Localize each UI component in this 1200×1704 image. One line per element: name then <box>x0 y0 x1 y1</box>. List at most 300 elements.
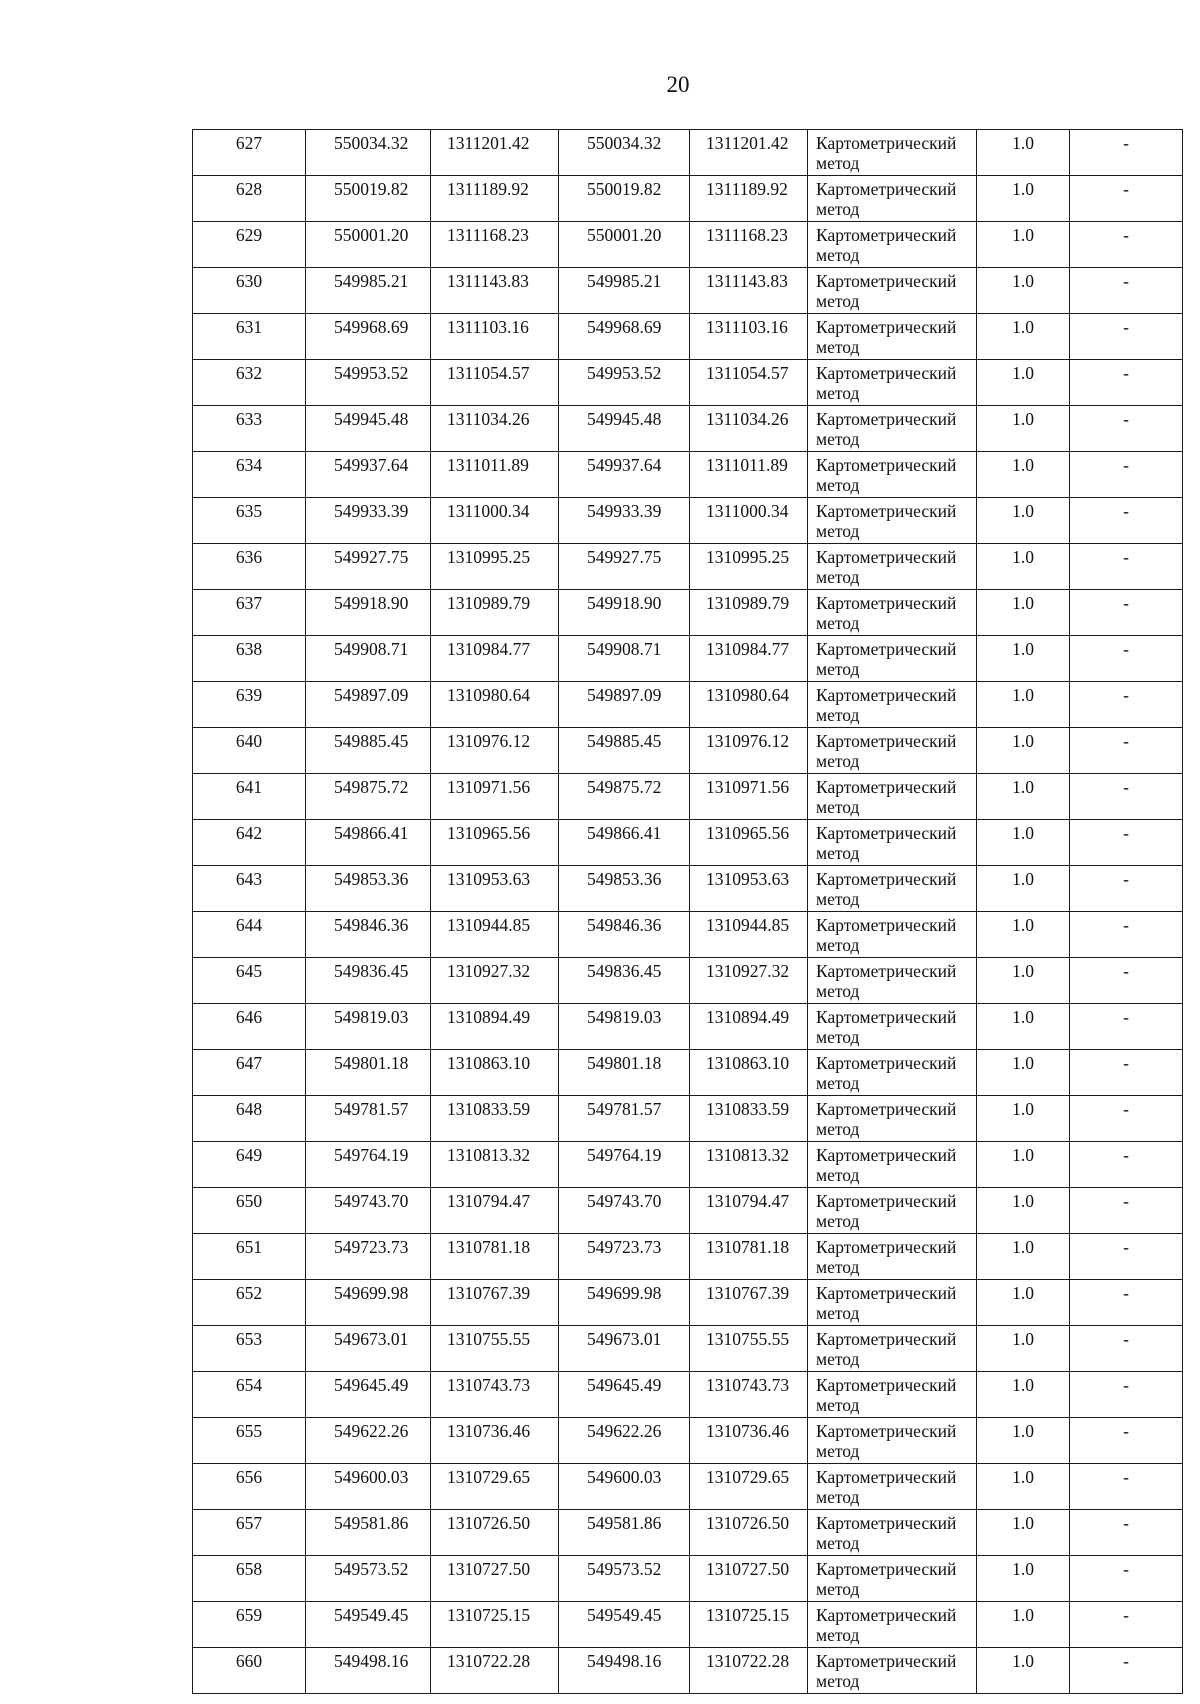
x-refined-text: 549549.45 <box>587 1605 662 1625</box>
y-refined-text: 1310980.64 <box>706 685 790 705</box>
y-refined-text: 1311143.83 <box>706 271 788 291</box>
y-existing-text: 1311201.42 <box>447 133 530 153</box>
accuracy-cell <box>977 1510 1070 1556</box>
note-text: - <box>1123 1007 1129 1027</box>
accuracy-text: 1.0 <box>1012 915 1034 935</box>
accuracy-text: 1.0 <box>1012 409 1034 429</box>
x-refined-text: 549699.98 <box>587 1283 662 1303</box>
method-cell <box>808 820 977 866</box>
x-refined-cell <box>559 636 690 682</box>
accuracy-cell <box>977 1326 1070 1372</box>
y-refined-text: 1310995.25 <box>706 547 790 567</box>
x-existing-text: 549600.03 <box>334 1467 409 1487</box>
note-text: - <box>1123 1283 1129 1303</box>
y-refined-text: 1310813.32 <box>706 1145 790 1165</box>
point-number-text: 637 <box>235 593 263 613</box>
point-number-text: 633 <box>235 409 263 429</box>
accuracy-cell <box>977 1648 1070 1694</box>
point-number-cell <box>193 314 306 360</box>
point-number-cell <box>193 130 306 176</box>
method-text: Картометрический метод <box>816 915 957 955</box>
point-number-cell <box>193 360 306 406</box>
method-cell <box>808 1556 977 1602</box>
method-text: Картометрический метод <box>816 777 957 817</box>
y-existing-text: 1310767.39 <box>447 1283 531 1303</box>
x-refined-cell <box>559 1142 690 1188</box>
note-text: - <box>1123 593 1129 613</box>
y-existing-text: 1311143.83 <box>447 271 529 291</box>
accuracy-cell <box>977 268 1070 314</box>
y-existing-text: 1310833.59 <box>447 1099 531 1119</box>
x-refined-cell <box>559 912 690 958</box>
y-existing-text: 1311054.57 <box>447 363 530 383</box>
note-text: - <box>1123 179 1129 199</box>
note-cell <box>1070 1050 1183 1096</box>
point-number-text: 638 <box>235 639 263 659</box>
x-existing-cell <box>306 1096 431 1142</box>
x-refined-cell <box>559 1556 690 1602</box>
x-existing-text: 549853.36 <box>334 869 409 889</box>
accuracy-cell <box>977 1418 1070 1464</box>
x-existing-text: 549573.52 <box>334 1559 409 1579</box>
point-number-cell <box>193 1326 306 1372</box>
y-existing-text: 1310726.50 <box>447 1513 531 1533</box>
method-cell <box>808 590 977 636</box>
accuracy-text: 1.0 <box>1012 501 1034 521</box>
note-cell <box>1070 1464 1183 1510</box>
point-number-text: 660 <box>235 1651 263 1671</box>
note-text: - <box>1123 685 1129 705</box>
y-refined-text: 1310965.56 <box>706 823 790 843</box>
method-cell <box>808 682 977 728</box>
point-number-cell <box>193 1050 306 1096</box>
accuracy-cell <box>977 222 1070 268</box>
x-refined-cell <box>559 1418 690 1464</box>
y-refined-cell <box>690 1280 808 1326</box>
y-refined-cell <box>690 1510 808 1556</box>
table-row <box>193 912 1183 958</box>
x-refined-cell <box>559 1464 690 1510</box>
accuracy-text: 1.0 <box>1012 1559 1034 1579</box>
note-text: - <box>1123 501 1129 521</box>
method-text: Картометрический метод <box>816 823 957 863</box>
y-existing-cell <box>431 1280 559 1326</box>
y-refined-cell <box>690 1142 808 1188</box>
accuracy-cell <box>977 1602 1070 1648</box>
accuracy-text: 1.0 <box>1012 1651 1034 1671</box>
x-refined-text: 549573.52 <box>587 1559 662 1579</box>
x-existing-cell <box>306 1556 431 1602</box>
y-existing-cell <box>431 728 559 774</box>
x-refined-text: 549600.03 <box>587 1467 662 1487</box>
note-text: - <box>1123 225 1129 245</box>
y-refined-text: 1310927.32 <box>706 961 790 981</box>
x-existing-cell <box>306 544 431 590</box>
note-cell <box>1070 820 1183 866</box>
x-refined-text: 549927.75 <box>587 547 662 567</box>
y-refined-cell <box>690 774 808 820</box>
y-refined-cell <box>690 222 808 268</box>
point-number-text: 652 <box>235 1283 263 1303</box>
y-refined-cell <box>690 1602 808 1648</box>
y-existing-cell <box>431 1556 559 1602</box>
y-existing-text: 1310989.79 <box>447 593 531 613</box>
note-text: - <box>1123 133 1129 153</box>
x-refined-text: 549781.57 <box>587 1099 662 1119</box>
accuracy-cell <box>977 406 1070 452</box>
x-refined-cell <box>559 774 690 820</box>
x-refined-text: 550034.32 <box>587 133 662 153</box>
accuracy-text: 1.0 <box>1012 179 1034 199</box>
point-number-text: 642 <box>235 823 263 843</box>
x-existing-text: 549875.72 <box>334 777 409 797</box>
point-number-text: 635 <box>235 501 263 521</box>
x-refined-cell <box>559 1510 690 1556</box>
y-refined-text: 1310726.50 <box>706 1513 790 1533</box>
accuracy-cell <box>977 590 1070 636</box>
note-text: - <box>1123 1467 1129 1487</box>
note-text: - <box>1123 915 1129 935</box>
point-number-cell <box>193 1188 306 1234</box>
table-row <box>193 958 1183 1004</box>
y-refined-text: 1310894.49 <box>706 1007 790 1027</box>
table-row <box>193 1418 1183 1464</box>
x-existing-cell <box>306 360 431 406</box>
note-text: - <box>1123 1053 1129 1073</box>
method-cell <box>808 498 977 544</box>
point-number-cell <box>193 728 306 774</box>
note-cell <box>1070 1648 1183 1694</box>
x-refined-text: 549875.72 <box>587 777 662 797</box>
point-number-text: 650 <box>235 1191 263 1211</box>
accuracy-text: 1.0 <box>1012 731 1034 751</box>
y-existing-text: 1310980.64 <box>447 685 531 705</box>
y-existing-text: 1310984.77 <box>447 639 531 659</box>
y-refined-text: 1310989.79 <box>706 593 790 613</box>
method-cell <box>808 176 977 222</box>
point-number-text: 631 <box>235 317 263 337</box>
point-number-text: 640 <box>235 731 263 751</box>
y-existing-cell <box>431 406 559 452</box>
note-cell <box>1070 774 1183 820</box>
y-refined-text: 1310953.63 <box>706 869 790 889</box>
y-refined-cell <box>690 130 808 176</box>
x-existing-cell <box>306 452 431 498</box>
x-refined-cell <box>559 958 690 1004</box>
coordinates-table <box>192 129 1183 1694</box>
y-refined-text: 1310794.47 <box>706 1191 790 1211</box>
point-number-cell <box>193 498 306 544</box>
note-text: - <box>1123 271 1129 291</box>
method-text: Картометрический метод <box>816 317 957 357</box>
x-refined-cell <box>559 1280 690 1326</box>
x-refined-text: 549581.86 <box>587 1513 662 1533</box>
x-existing-text: 550019.82 <box>334 179 409 199</box>
y-existing-cell <box>431 1372 559 1418</box>
x-existing-cell <box>306 406 431 452</box>
note-cell <box>1070 1280 1183 1326</box>
accuracy-text: 1.0 <box>1012 1605 1034 1625</box>
point-number-text: 658 <box>235 1559 263 1579</box>
method-text: Картометрический метод <box>816 1099 957 1139</box>
x-refined-cell <box>559 590 690 636</box>
x-refined-cell <box>559 1234 690 1280</box>
accuracy-text: 1.0 <box>1012 1053 1034 1073</box>
note-cell <box>1070 1004 1183 1050</box>
x-refined-cell <box>559 1648 690 1694</box>
accuracy-cell <box>977 866 1070 912</box>
accuracy-text: 1.0 <box>1012 777 1034 797</box>
x-refined-cell <box>559 1096 690 1142</box>
accuracy-cell <box>977 544 1070 590</box>
table-row <box>193 1234 1183 1280</box>
y-existing-text: 1310863.10 <box>447 1053 531 1073</box>
y-refined-text: 1311201.42 <box>706 133 789 153</box>
method-cell <box>808 1142 977 1188</box>
point-number-cell <box>193 1418 306 1464</box>
y-existing-text: 1310727.50 <box>447 1559 531 1579</box>
y-refined-cell <box>690 1004 808 1050</box>
x-refined-cell <box>559 682 690 728</box>
y-refined-text: 1310736.46 <box>706 1421 790 1441</box>
note-cell <box>1070 452 1183 498</box>
x-refined-text: 549723.73 <box>587 1237 662 1257</box>
x-refined-text: 549968.69 <box>587 317 662 337</box>
table-row <box>193 268 1183 314</box>
y-existing-text: 1311011.89 <box>447 455 529 475</box>
point-number-text: 639 <box>235 685 263 705</box>
y-existing-cell <box>431 1326 559 1372</box>
method-text: Картометрический метод <box>816 133 957 173</box>
accuracy-text: 1.0 <box>1012 1329 1034 1349</box>
note-cell <box>1070 1556 1183 1602</box>
method-cell <box>808 1326 977 1372</box>
method-text: Картометрический метод <box>816 501 957 541</box>
method-cell <box>808 958 977 1004</box>
y-existing-cell <box>431 1234 559 1280</box>
y-existing-cell <box>431 912 559 958</box>
y-existing-cell <box>431 820 559 866</box>
x-existing-text: 549498.16 <box>334 1651 409 1671</box>
y-existing-text: 1310725.15 <box>447 1605 531 1625</box>
x-existing-text: 549953.52 <box>334 363 409 383</box>
method-cell <box>808 1280 977 1326</box>
method-text: Картометрический метод <box>816 363 957 403</box>
note-cell <box>1070 912 1183 958</box>
x-existing-text: 549581.86 <box>334 1513 409 1533</box>
x-refined-text: 549908.71 <box>587 639 662 659</box>
x-existing-cell <box>306 1326 431 1372</box>
y-existing-text: 1311000.34 <box>447 501 530 521</box>
point-number-cell <box>193 1464 306 1510</box>
point-number-cell <box>193 958 306 1004</box>
method-cell <box>808 1188 977 1234</box>
accuracy-cell <box>977 774 1070 820</box>
table-row <box>193 1510 1183 1556</box>
x-refined-text: 549885.45 <box>587 731 662 751</box>
x-existing-text: 549945.48 <box>334 409 409 429</box>
table-row <box>193 1280 1183 1326</box>
x-existing-cell <box>306 1648 431 1694</box>
y-refined-text: 1310755.55 <box>706 1329 790 1349</box>
x-existing-text: 549764.19 <box>334 1145 409 1165</box>
method-text: Картометрический метод <box>816 1605 957 1645</box>
x-existing-text: 549549.45 <box>334 1605 409 1625</box>
x-existing-text: 549622.26 <box>334 1421 409 1441</box>
note-text: - <box>1123 777 1129 797</box>
y-refined-cell <box>690 314 808 360</box>
y-refined-text: 1311168.23 <box>706 225 788 245</box>
y-existing-cell <box>431 130 559 176</box>
point-number-text: 653 <box>235 1329 263 1349</box>
point-number-text: 643 <box>235 869 263 889</box>
y-existing-text: 1311168.23 <box>447 225 529 245</box>
y-existing-cell <box>431 1418 559 1464</box>
x-refined-text: 549673.01 <box>587 1329 662 1349</box>
point-number-text: 646 <box>235 1007 263 1027</box>
x-refined-cell <box>559 314 690 360</box>
accuracy-cell <box>977 1234 1070 1280</box>
y-refined-cell <box>690 636 808 682</box>
note-text: - <box>1123 317 1129 337</box>
y-existing-text: 1310722.28 <box>447 1651 531 1671</box>
point-number-text: 656 <box>235 1467 263 1487</box>
note-cell <box>1070 1510 1183 1556</box>
y-existing-text: 1311189.92 <box>447 179 529 199</box>
accuracy-cell <box>977 728 1070 774</box>
point-number-cell <box>193 590 306 636</box>
method-cell <box>808 452 977 498</box>
point-number-cell <box>193 1280 306 1326</box>
y-existing-cell <box>431 176 559 222</box>
point-number-text: 651 <box>235 1237 263 1257</box>
point-number-text: 630 <box>235 271 263 291</box>
table-row <box>193 1372 1183 1418</box>
x-refined-text: 549622.26 <box>587 1421 662 1441</box>
x-existing-cell <box>306 590 431 636</box>
note-cell <box>1070 636 1183 682</box>
method-cell <box>808 912 977 958</box>
x-existing-text: 549645.49 <box>334 1375 409 1395</box>
method-text: Картометрический метод <box>816 1375 957 1415</box>
y-existing-text: 1310813.32 <box>447 1145 531 1165</box>
x-existing-text: 550001.20 <box>334 225 409 245</box>
y-existing-text: 1310927.32 <box>447 961 531 981</box>
note-cell <box>1070 176 1183 222</box>
y-existing-cell <box>431 590 559 636</box>
x-refined-text: 549764.19 <box>587 1145 662 1165</box>
x-existing-cell <box>306 1004 431 1050</box>
x-existing-cell <box>306 1280 431 1326</box>
x-existing-cell <box>306 636 431 682</box>
x-refined-cell <box>559 544 690 590</box>
y-existing-cell <box>431 498 559 544</box>
note-cell <box>1070 1418 1183 1464</box>
point-number-cell <box>193 774 306 820</box>
accuracy-cell <box>977 1142 1070 1188</box>
x-existing-cell <box>306 498 431 544</box>
table-row <box>193 498 1183 544</box>
y-refined-text: 1310727.50 <box>706 1559 790 1579</box>
y-refined-text: 1310984.77 <box>706 639 790 659</box>
point-number-cell <box>193 1556 306 1602</box>
x-existing-text: 549927.75 <box>334 547 409 567</box>
y-existing-cell <box>431 1602 559 1648</box>
x-existing-text: 549866.41 <box>334 823 409 843</box>
y-refined-text: 1311103.16 <box>706 317 788 337</box>
accuracy-text: 1.0 <box>1012 1421 1034 1441</box>
y-refined-text: 1311034.26 <box>706 409 789 429</box>
y-existing-cell <box>431 1004 559 1050</box>
x-refined-cell <box>559 222 690 268</box>
accuracy-cell <box>977 314 1070 360</box>
accuracy-text: 1.0 <box>1012 363 1034 383</box>
x-refined-text: 549836.45 <box>587 961 662 981</box>
x-existing-text: 549918.90 <box>334 593 409 613</box>
y-refined-cell <box>690 498 808 544</box>
note-cell <box>1070 682 1183 728</box>
table-row <box>193 452 1183 498</box>
table-row <box>193 1602 1183 1648</box>
note-text: - <box>1123 1513 1129 1533</box>
x-refined-text: 549498.16 <box>587 1651 662 1671</box>
method-text: Картометрический метод <box>816 409 957 449</box>
accuracy-text: 1.0 <box>1012 455 1034 475</box>
accuracy-text: 1.0 <box>1012 685 1034 705</box>
x-refined-text: 549953.52 <box>587 363 662 383</box>
accuracy-cell <box>977 1004 1070 1050</box>
note-text: - <box>1123 363 1129 383</box>
x-existing-cell <box>306 176 431 222</box>
method-text: Картометрический метод <box>816 1329 957 1369</box>
x-existing-text: 549937.64 <box>334 455 409 475</box>
accuracy-text: 1.0 <box>1012 1467 1034 1487</box>
method-text: Картометрический метод <box>816 225 957 265</box>
table-row <box>193 820 1183 866</box>
x-refined-text: 549853.36 <box>587 869 662 889</box>
note-cell <box>1070 222 1183 268</box>
x-existing-cell <box>306 1050 431 1096</box>
method-cell <box>808 1648 977 1694</box>
y-refined-cell <box>690 268 808 314</box>
point-number-cell <box>193 1602 306 1648</box>
x-existing-text: 549846.36 <box>334 915 409 935</box>
x-refined-cell <box>559 406 690 452</box>
method-text: Картометрический метод <box>816 1191 957 1231</box>
accuracy-cell <box>977 452 1070 498</box>
x-existing-cell <box>306 268 431 314</box>
table-row <box>193 360 1183 406</box>
table-row <box>193 590 1183 636</box>
note-text: - <box>1123 1559 1129 1579</box>
method-text: Картометрический метод <box>816 593 957 633</box>
y-refined-text: 1311000.34 <box>706 501 789 521</box>
y-refined-cell <box>690 1234 808 1280</box>
point-number-cell <box>193 1096 306 1142</box>
y-refined-cell <box>690 1096 808 1142</box>
y-refined-cell <box>690 176 808 222</box>
note-text: - <box>1123 455 1129 475</box>
accuracy-cell <box>977 1280 1070 1326</box>
y-existing-cell <box>431 866 559 912</box>
y-refined-cell <box>690 1326 808 1372</box>
x-existing-text: 549723.73 <box>334 1237 409 1257</box>
x-refined-text: 550019.82 <box>587 179 662 199</box>
method-cell <box>808 130 977 176</box>
note-cell <box>1070 360 1183 406</box>
table-row <box>193 1050 1183 1096</box>
x-refined-cell <box>559 176 690 222</box>
